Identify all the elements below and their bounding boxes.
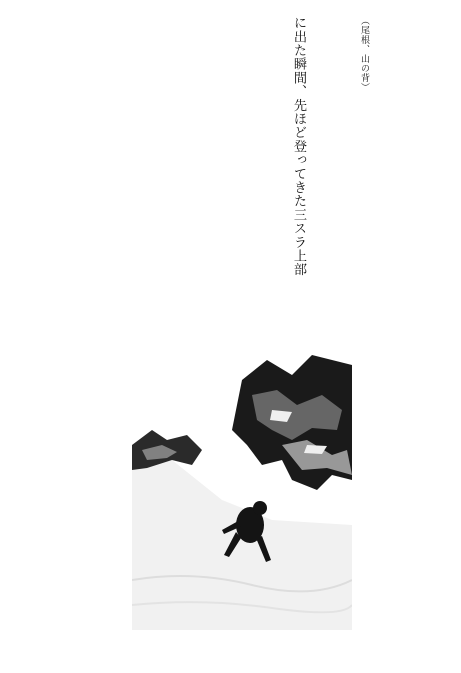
text-line	[353, 16, 375, 332]
text-line: に出た瞬間、先ほど登ってきた三スラ上部	[291, 16, 306, 277]
annotation-note: （尾根、山の背）	[359, 16, 369, 92]
climber-photo	[132, 350, 352, 630]
top-text-block	[243, 16, 419, 332]
